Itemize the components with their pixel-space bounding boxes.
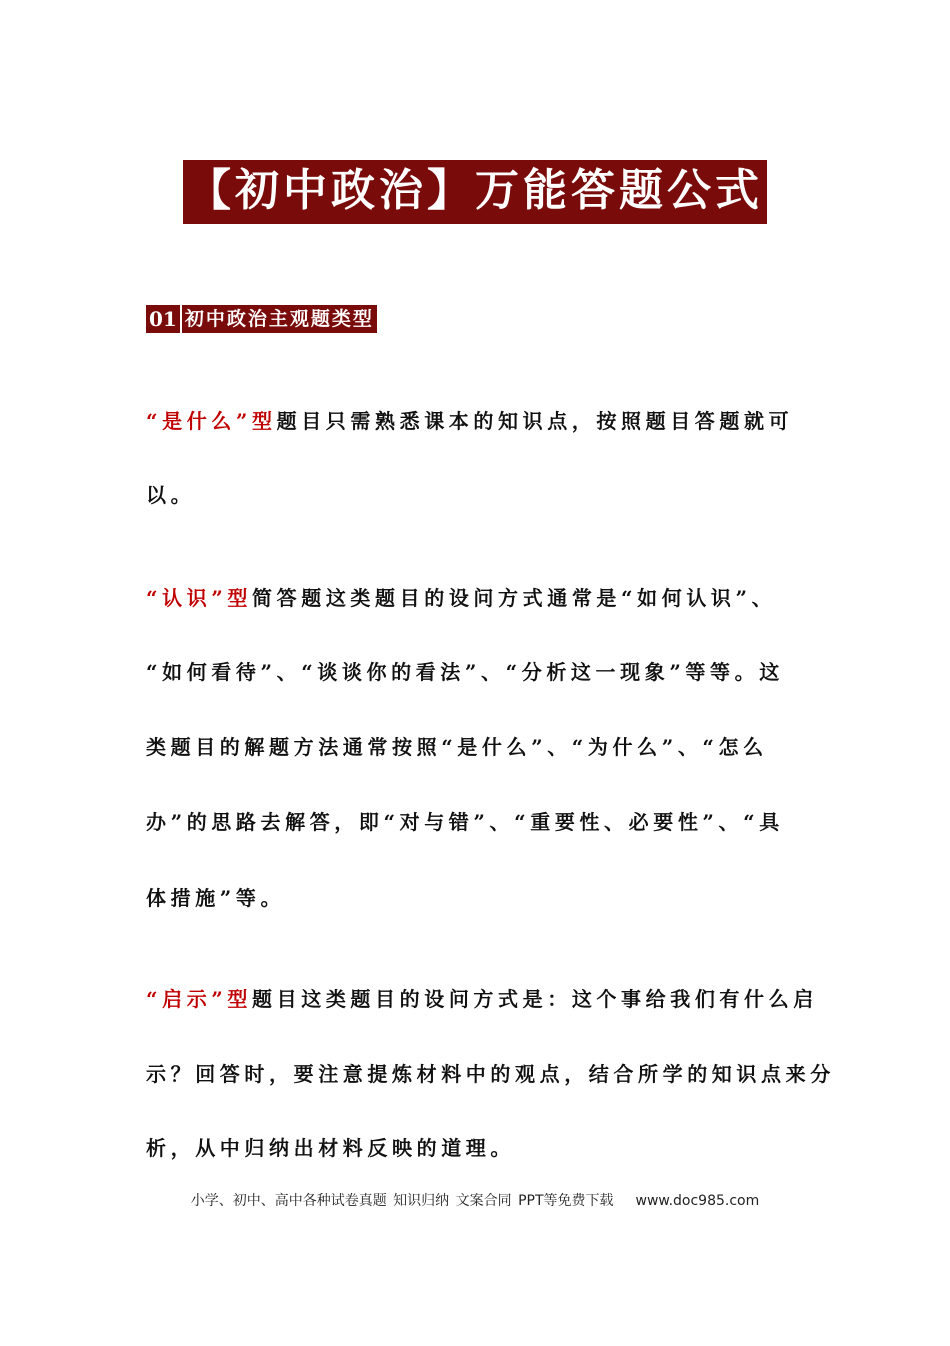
paragraph-2-line-1 [146,584,806,612]
paragraph-2-label: “认识”型 [146,586,253,610]
paragraph-3-line-2 [146,1060,835,1088]
paragraph-1-line-1 [146,407,806,435]
title-banner [0,160,950,224]
paragraph-3-line-1 [146,985,818,1013]
paragraph-2-text-5: 体措施”等。 [146,886,286,910]
footer-text: 小学、初中、高中各种试卷真题 知识归纳 文案合同 PPT等免费下载 [190,1193,614,1209]
page-title: 【初中政治】万能答题公式 [183,160,767,224]
paragraph-3-label: “启示”型 [146,987,253,1011]
paragraph-2-line-3 [146,733,806,761]
section-heading [146,305,377,333]
page-footer [0,1190,950,1210]
paragraph-3-text-3: 析，从中归纳出材料反映的道理。 [146,1136,515,1160]
footer-url[interactable]: www.doc985.com [635,1193,760,1209]
paragraph-3-text-1: 题目这类题目的设问方式是：这个事给我们有什么启 [252,987,818,1011]
paragraph-1-line-2 [146,481,806,509]
paragraph-2-text-4: 办”的思路去解答，即“对与错”、“重要性、必要性”、“具 [146,810,784,834]
paragraph-2-line-5 [146,884,806,912]
paragraph-3-text-2: 示？回答时，要注意提炼材料中的观点，结合所学的知识点来分 [146,1062,835,1086]
paragraph-2-text-3: 类题目的解题方法通常按照“是什么”、“为什么”、“怎么 [146,735,768,759]
section-title: 初中政治主观题类型 [182,305,377,333]
paragraph-2-line-2 [146,658,806,686]
paragraph-3-line-3 [146,1134,806,1162]
section-number: 01 [146,305,180,333]
paragraph-1-label: “是什么”型 [146,409,277,433]
paragraph-2-line-4 [146,808,806,836]
paragraph-1-text-2: 以。 [146,483,196,507]
paragraph-2-text-1: 简答题这类题目的设问方式通常是“如何认识”、 [252,586,777,610]
paragraph-2-text-2: “如何看待”、“谈谈你的看法”、“分析这一现象”等等。这 [146,660,784,684]
paragraph-1-text-1: 题目只需熟悉课本的知识点，按照题目答题就可 [276,409,794,433]
